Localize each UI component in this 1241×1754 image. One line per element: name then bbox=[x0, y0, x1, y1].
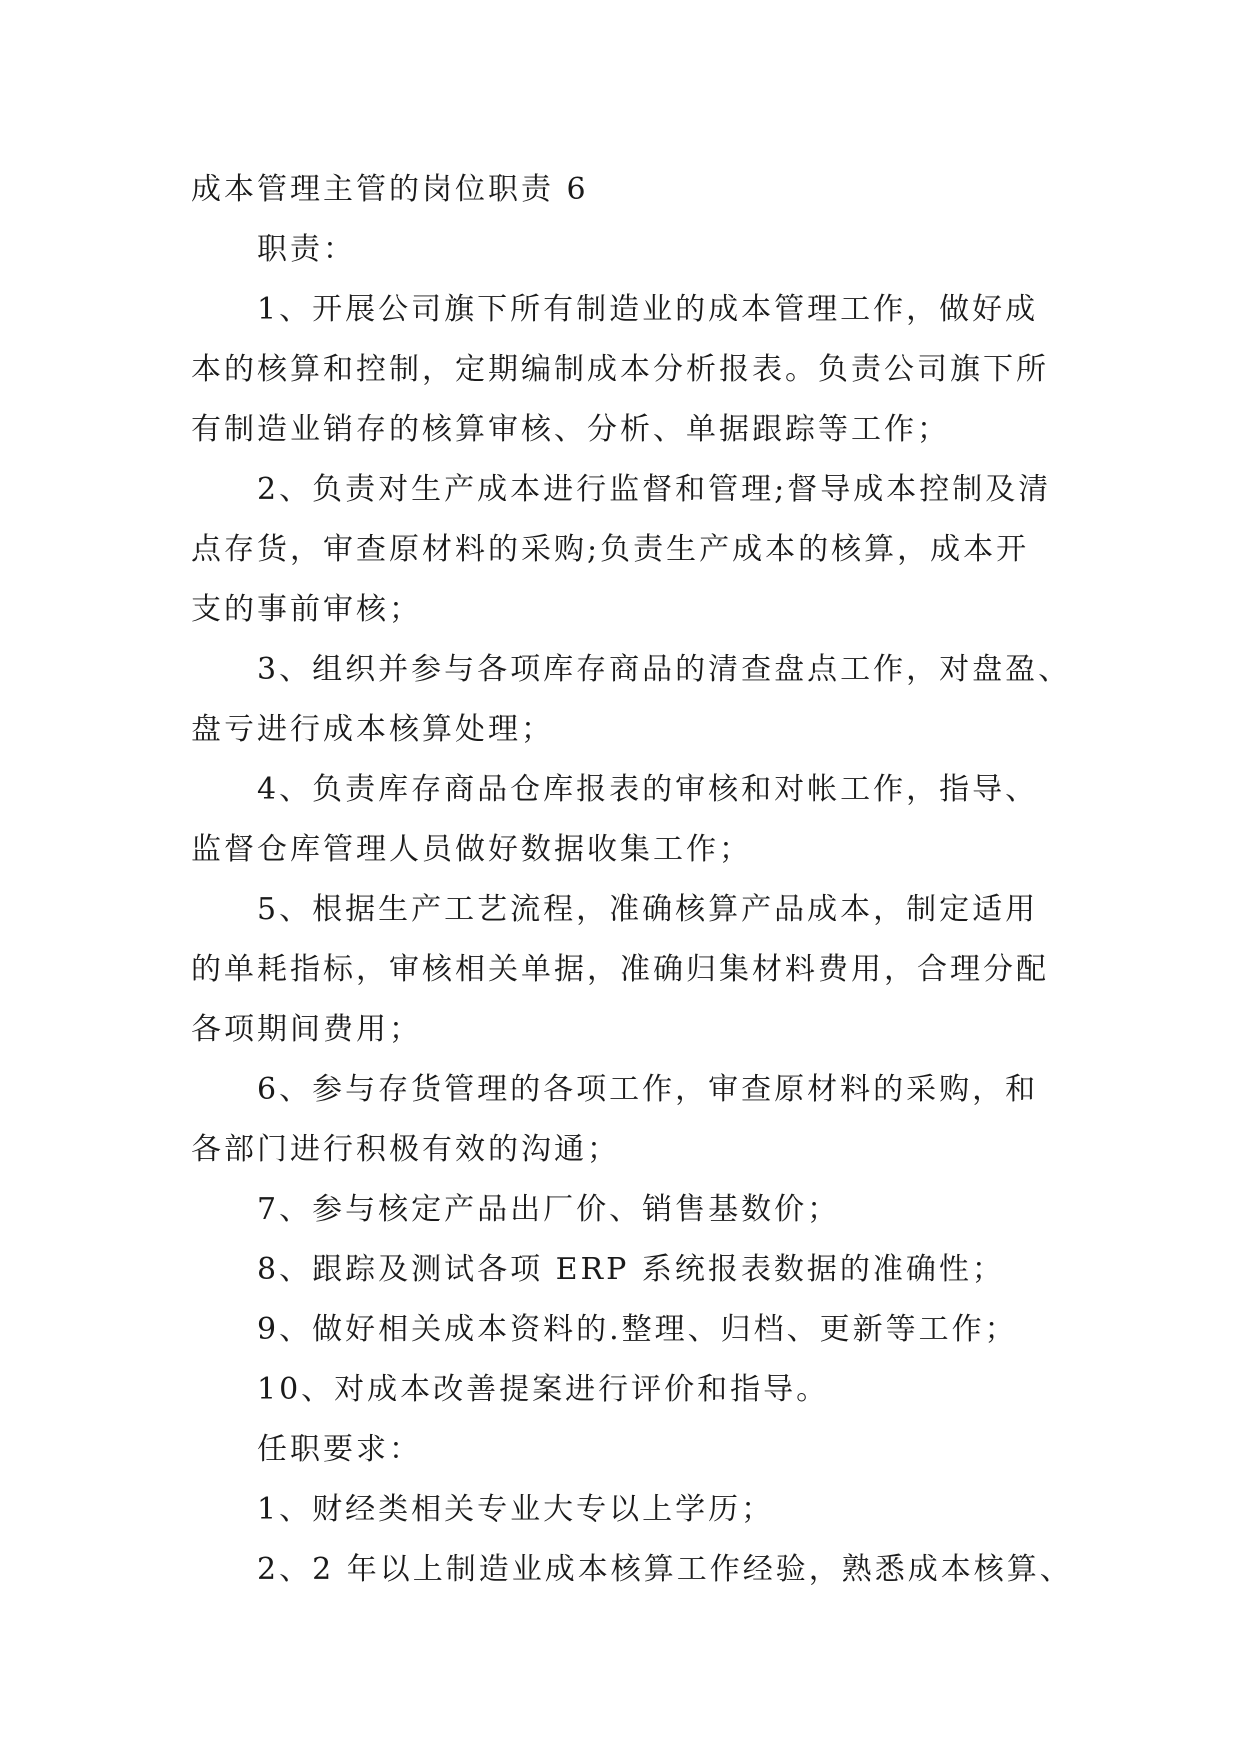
duty-item bbox=[191, 1060, 1071, 1180]
duty-item bbox=[191, 880, 1071, 1060]
duty-item bbox=[191, 760, 1071, 880]
requirement-item bbox=[191, 1540, 1071, 1600]
paragraph-line: 2、负责对生产成本进行监督和管理;督导成本控制及清 bbox=[257, 472, 1052, 507]
document-body bbox=[191, 160, 1071, 1600]
paragraph-line: 2、2 年以上制造业成本核算工作经验，熟悉成本核算、 bbox=[257, 1552, 1073, 1587]
duties-list bbox=[191, 280, 1071, 1420]
duty-item bbox=[191, 1240, 1071, 1300]
paragraph-line: 各项期间费用； bbox=[191, 1012, 422, 1047]
duty-item bbox=[191, 460, 1071, 640]
paragraph-line: 支的事前审核； bbox=[191, 592, 422, 627]
duty-item bbox=[191, 640, 1071, 760]
paragraph-line: 本的核算和控制，定期编制成本分析报表。负责公司旗下所 bbox=[191, 352, 1049, 387]
document-title: 成本管理主管的岗位职责 6 bbox=[191, 172, 589, 207]
paragraph-line: 各部门进行积极有效的沟通； bbox=[191, 1132, 620, 1167]
paragraph-line: 5、根据生产工艺流程，准确核算产品成本，制定适用 bbox=[257, 892, 1039, 927]
paragraph-line: 9、做好相关成本资料的.整理、归档、更新等工作； bbox=[257, 1312, 1018, 1347]
duty-item bbox=[191, 1300, 1071, 1360]
paragraph-line: 10、对成本改善提案进行评价和指导。 bbox=[257, 1372, 830, 1407]
paragraph-line: 盘亏进行成本核算处理； bbox=[191, 712, 554, 747]
paragraph-line: 4、负责库存商品仓库报表的审核和对帐工作，指导、 bbox=[257, 772, 1039, 807]
section-heading-requirements: 任职要求： bbox=[257, 1432, 422, 1467]
paragraph-line: 3、组织并参与各项库存商品的清查盘点工作，对盘盈、 bbox=[257, 652, 1072, 687]
paragraph-line: 8、跟踪及测试各项 ERP 系统报表数据的准确性； bbox=[257, 1252, 1005, 1287]
duty-item bbox=[191, 1360, 1071, 1420]
paragraph-line: 监督仓库管理人员做好数据收集工作； bbox=[191, 832, 752, 867]
paragraph-line: 点存货，审查原材料的采购;负责生产成本的核算，成本开 bbox=[191, 532, 1030, 567]
paragraph-line: 1、财经类相关专业大专以上学历； bbox=[257, 1492, 775, 1527]
paragraph-line: 的单耗指标，审核相关单据，准确归集材料费用，合理分配 bbox=[191, 952, 1049, 987]
duty-item bbox=[191, 280, 1071, 460]
paragraph-line: 6、参与存货管理的各项工作，审查原材料的采购，和 bbox=[257, 1072, 1039, 1107]
paragraph-line: 7、参与核定产品出厂价、销售基数价； bbox=[257, 1192, 841, 1227]
requirement-item bbox=[191, 1480, 1071, 1540]
paragraph-line: 有制造业销存的核算审核、分析、单据跟踪等工作； bbox=[191, 412, 950, 447]
duty-item bbox=[191, 1180, 1071, 1240]
section-heading-duties: 职责： bbox=[257, 232, 356, 267]
paragraph-line: 1、开展公司旗下所有制造业的成本管理工作，做好成 bbox=[257, 292, 1039, 327]
requirements-list bbox=[191, 1480, 1071, 1600]
